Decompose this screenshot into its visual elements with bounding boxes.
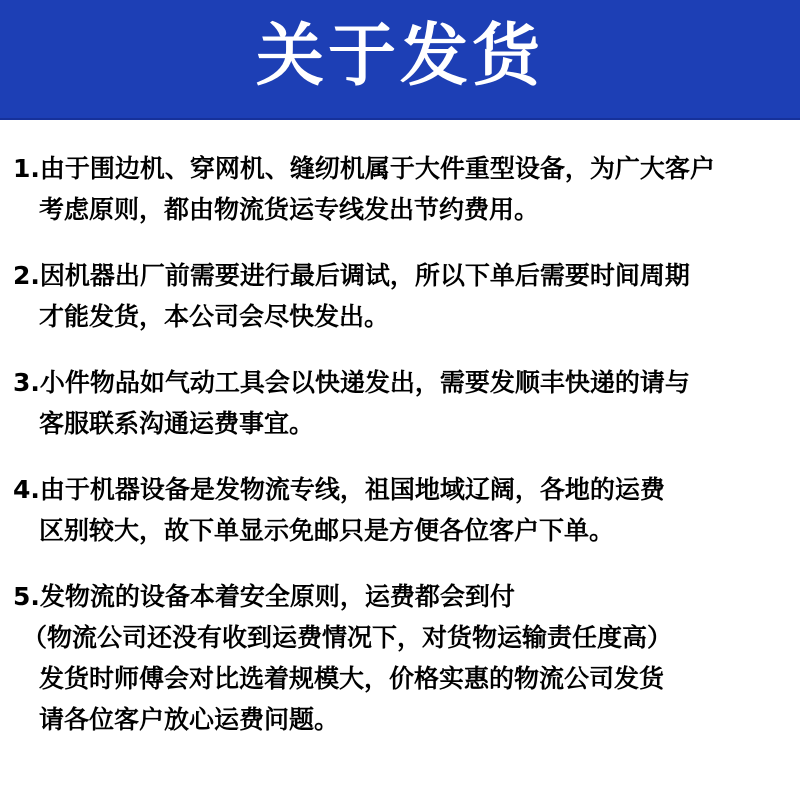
note-line: 发货时师傅会对比选着规模大，价格实惠的物流公司发货 (39, 664, 665, 693)
note-line: （物流公司还没有收到运费情况下，对货物运输责任度高） (22, 623, 673, 652)
note-line: 1.由于围边机、穿网机、缝纫机属于大件重型设备，为广大客户 (13, 154, 715, 183)
note-line: 请各位客户放心运费问题。 (39, 705, 340, 734)
note-line: 区别较大，故下单显示免邮只是方便各位客户下单。 (39, 516, 615, 545)
header-banner (0, 0, 800, 120)
note-item-3 (0, 362, 800, 444)
note-line: 2.因机器出厂前需要进行最后调试，所以下单后需要时间周期 (13, 261, 690, 290)
note-item-1 (0, 148, 800, 230)
note-item-5 (0, 576, 800, 740)
note-line: 客服联系沟通运费事宜。 (39, 409, 315, 438)
note-line: 考虑原则，都由物流货运专线发出节约费用。 (39, 195, 540, 224)
shipping-notes (0, 148, 800, 768)
note-line: 才能发货，本公司会尽快发出。 (39, 302, 390, 331)
note-line: 3.小件物品如气动工具会以快递发出，需要发顺丰快递的请与 (13, 368, 690, 397)
note-line: 4.由于机器设备是发物流专线，祖国地域辽阔，各地的运费 (13, 475, 665, 504)
page-title: 关于发货 (255, 17, 544, 96)
note-item-4 (0, 469, 800, 551)
note-line: 5.发物流的设备本着安全原则，运费都会到付 (13, 582, 515, 611)
note-item-2 (0, 255, 800, 337)
